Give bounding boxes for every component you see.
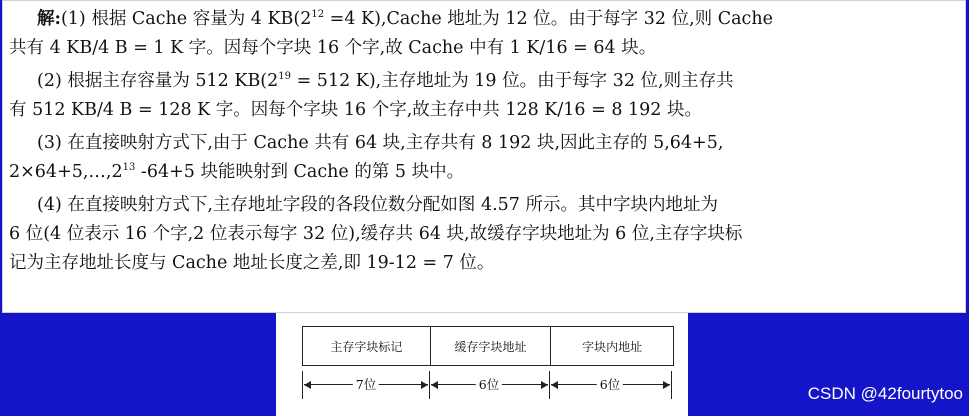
dim-tick xyxy=(671,371,672,399)
dim-tick xyxy=(302,371,303,399)
csdn-watermark: CSDN @42fourtytoo xyxy=(807,384,963,403)
field-tag: 主存字块标记 xyxy=(303,327,431,365)
bit-width-dimensions xyxy=(302,371,674,401)
solution-paragraph-1: 解:(1) 根据 Cache 容量为 4 $KB(2^{12} =4$ K),Cache 地址为 12 位。由于每字 32 位,则 Cache 共有 4 KB/4 B = 1 K 字。因每个字块 16 个字,故 Cache 中有 1 K/16 = 64 块。 xyxy=(9,9,773,58)
bits-word-offset-label: 6位 xyxy=(597,375,623,393)
address-field-table xyxy=(302,326,674,366)
field-word-offset: 字块内地址 xyxy=(582,339,643,354)
dim-tick xyxy=(549,371,550,399)
bits-tag-label: 7位 xyxy=(353,375,379,393)
dim-tick xyxy=(429,371,430,399)
field-cache-block-address: 缓存字块地址 xyxy=(431,327,552,365)
bits-cache-block-label: 6位 xyxy=(476,375,502,393)
solution-paragraph-4: (4) 在直接映射方式下,主存地址字段的各段位数分配如图 4.57 所示。其中字块内地址为 6 位(4 位表示 16 个字,2 位表示每字 32 位),缓存共 64 块,故缓存字块地址为 6 位,主存字块标 记为主存地址长度与 Cache 地址长度之差,即 19-12 = 7 位。 xyxy=(9,195,743,273)
solution-text-panel xyxy=(2,0,966,313)
solution-paragraph-2: (2) 根据主存容量为 512 $KB(2^{19} = 512$ K),主存地址为 19 位。由于每字 32 位,则主存共 有 512 KB/4 B = 128 K 字。因每个字块 16 个字,故主存中共 128 K/16 = 8 192 块。 xyxy=(9,71,734,120)
address-field-figure xyxy=(276,313,688,416)
solution-paragraph-3: (3) 在直接映射方式下,由于 Cache 共有 64 块,主存共有 8 192 块,因此主存的 5,64+5, $2\times 64+5,\dots,2^{13}$ -64+5 块能映射到 Cache 的第 5 块中。 xyxy=(9,133,724,182)
solution-label: 解: xyxy=(37,9,61,29)
